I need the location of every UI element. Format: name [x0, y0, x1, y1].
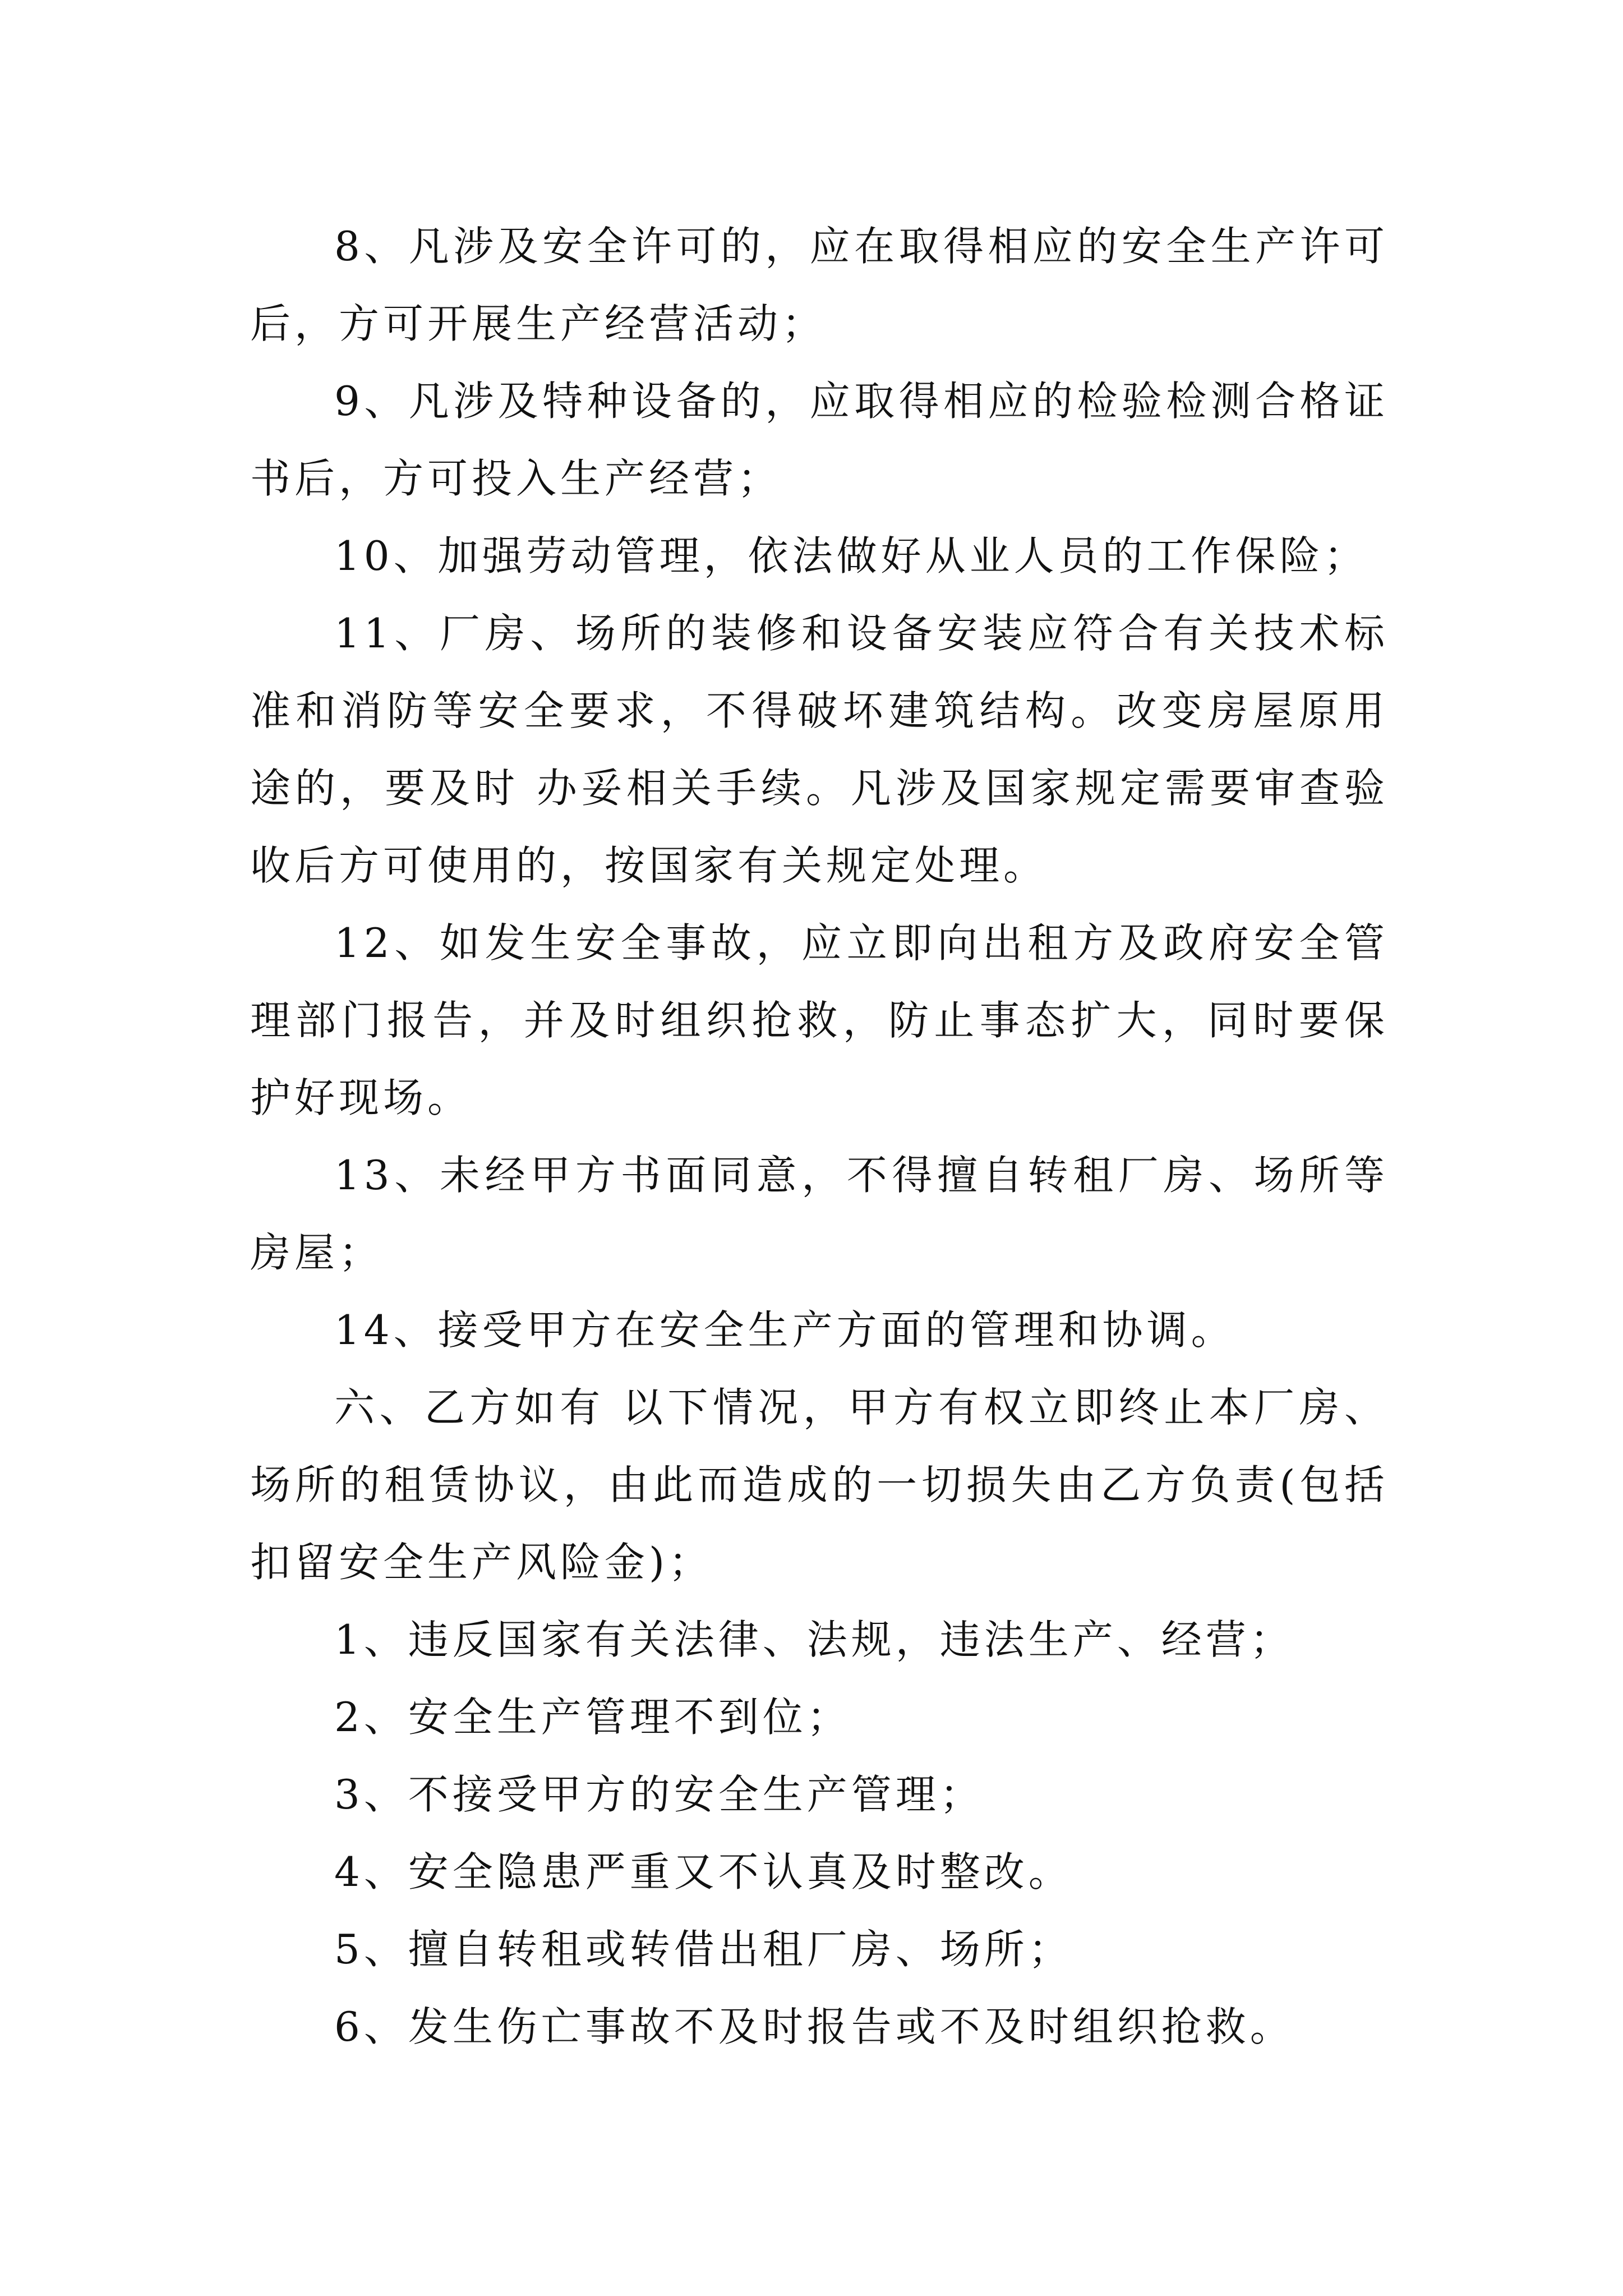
list-item-3: 3、不接受甲方的安全生产管理； [334, 1771, 984, 1818]
list-item-6: 6、发生伤亡事故不及时报告或不及时组织抢救。 [334, 2003, 1294, 2050]
paragraph-item-10: 10、加强劳动管理，依法做好从业人员的工作保险； [334, 532, 1368, 579]
list-item-4: 4、安全隐患严重又不认真及时整改。 [334, 1848, 1073, 1895]
paragraph-item-13: 13、未经甲方书面同意，不得擅自转租厂房、场所等房屋； [250, 1152, 1389, 1276]
list-item-1: 1、违反国家有关法律、法规，违法生产、经营； [334, 1616, 1294, 1663]
section-six-heading: 六、乙方如有 以下情况，甲方有权立即终止本厂房、场所的租赁协议，由此而造成的一切损失由乙方负责(包括扣留安全生产风险金)； [250, 1384, 1389, 1586]
document-body [250, 208, 1389, 2065]
paragraph-item-12: 12、如发生安全事故，应立即向出租方及政府安全管理部门报告，并及时组织抢救，防止事态扩大，同时要保护好现场。 [250, 919, 1389, 1121]
paragraph-item-11: 11、厂房、场所的装修和设备安装应符合有关技术标准和消防等安全要求，不得破坏建筑结构。改变房屋原用途的，要及时 办妥相关手续。凡涉及国家规定需要审查验收后方可使用的，按国家有关规定处理。 [250, 610, 1389, 889]
paragraph-item-14: 14、接受甲方在安全生产方面的管理和协调。 [334, 1306, 1235, 1354]
list-item-5: 5、擅自转租或转借出租厂房、场所； [334, 1926, 1073, 1973]
paragraph-item-9: 9、凡涉及特种设备的，应取得相应的检验检测合格证书后，方可投入生产经营； [250, 378, 1389, 502]
paragraph-item-8: 8、凡涉及安全许可的，应在取得相应的安全生产许可后，方可开展生产经营活动； [250, 223, 1389, 347]
list-item-2: 2、安全生产管理不到位； [334, 1694, 851, 1741]
